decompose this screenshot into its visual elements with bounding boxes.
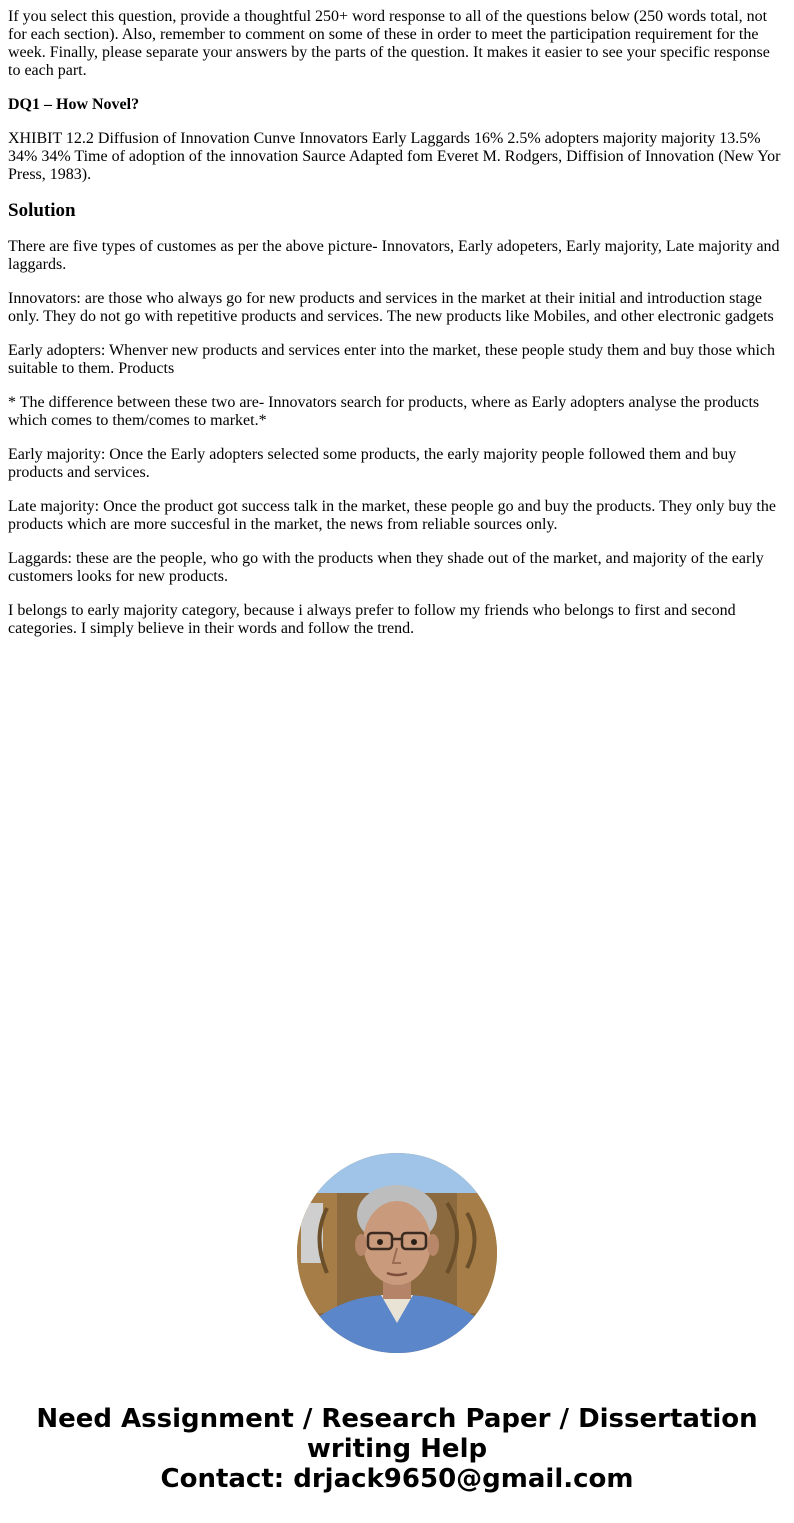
footer-line: writing Help [306,1434,488,1464]
question-heading: DQ1 – How Novel? [8,96,140,113]
solution-paragraph: Early adopters: Whenver new products and services enter into the market, these people study them and buy those which suitable to them. Products [8,342,776,377]
avatar [297,1153,497,1353]
solution-paragraph: Late majority: Once the product got success talk in the market, these people go and buy the products. They only buy the products which are more succesful in the market, the news from reliable sources only. [8,498,776,533]
solution-paragraph: I belongs to early majority category, because i always prefer to follow my friends who belongs to first and second categories. I simply believe in their words and follow the trend. [8,602,736,637]
footer-line: Need Assignment / Research Paper / Dissertation [36,1404,758,1434]
solution-paragraph: There are five types of customes as per the above picture- Innovators, Early adopeters, Early majority, Late majority and laggards. [8,238,780,273]
question-intro: If you select this question, provide a thoughtful 250+ word response to all of the questions below (250 words total, not for each section). Also, remember to comment on some of these in order to meet the participation requirement for the week. Finally, please separate your answers by the parts of the question. It makes it easier to see your specific response to each part. [8,8,770,79]
solution-heading: Solution [8,200,76,221]
solution-paragraph: Innovators: are those who always go for new products and services in the market at their initial and introduction stage only. They do not go with repetitive products and services. The new products like Mobiles, and other electronic gadgets [8,290,774,325]
solution-paragraph: * The difference between these two are- Innovators search for products, where as Early adopters analyse the products which comes to them/comes to market.* [8,394,760,429]
footer-banner [0,1404,794,1494]
document-body [8,8,784,654]
avatar-portrait [297,1153,497,1353]
exhibit-caption: XHIBIT 12.2 Diffusion of Innovation Cunve Innovators Early Laggards 16% 2.5% adopters majority majority 13.5% 34% 34% Time of adoption of the innovation Saurce Adapted fom Everet M. Rodgers, Diffision of Innovation (New Yor Press, 1983). [8,130,781,183]
solution-paragraph: Early majority: Once the Early adopters selected some products, the early majority people followed them and buy products and services. [8,446,737,481]
footer-contact: Contact: drjack9650@gmail.com [160,1464,634,1494]
solution-paragraph: Laggards: these are the people, who go with the products when they shade out of the market, and majority of the early customers looks for new products. [8,550,764,585]
